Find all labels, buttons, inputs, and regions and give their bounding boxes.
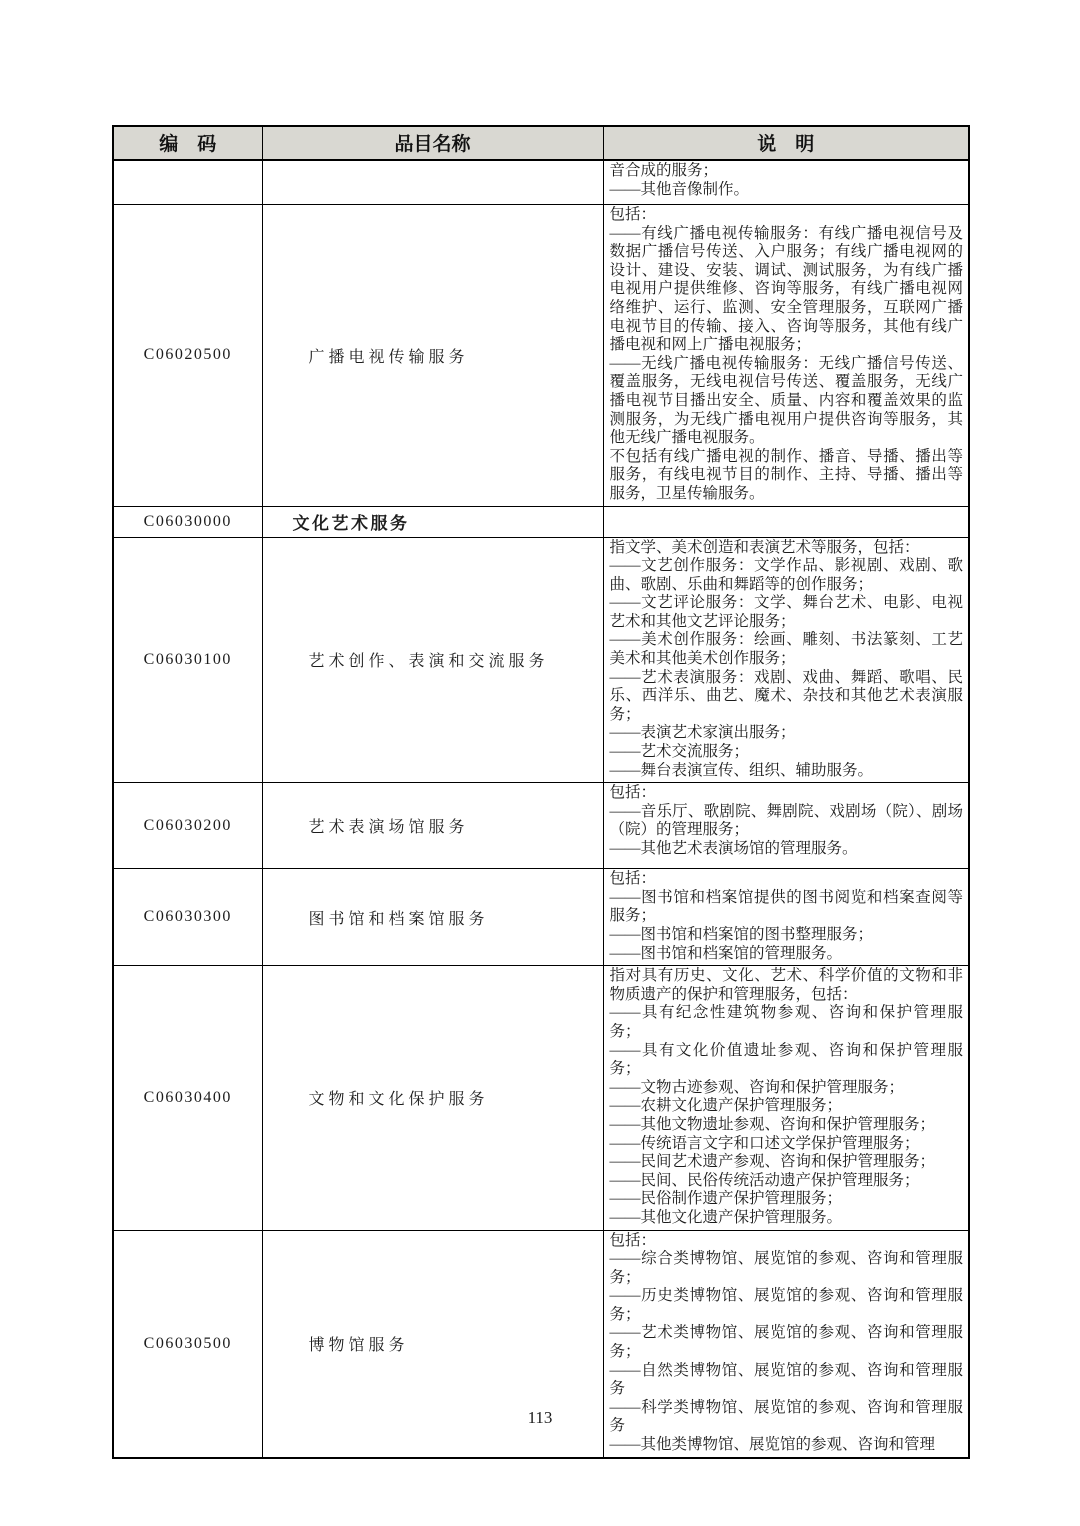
description-line: ——舞台表演宣传、组织、辅助服务。 (609, 761, 874, 779)
name-cell: 文化艺术服务 (262, 506, 603, 537)
description-line: ——历史类博物馆、展览馆的参观、咨询和管理服务； (609, 1287, 963, 1323)
table-row (113, 783, 969, 869)
column-header-description: 说 明 (603, 126, 969, 160)
description-line: 指文学、美术创造和表演艺术等服务，包括： (609, 538, 920, 556)
description-line: ——其他文化遗产保护管理服务。 (609, 1208, 843, 1226)
name-cell: 艺术创作、表演和交流服务 (262, 537, 603, 783)
description-cell (603, 537, 969, 783)
description-line: ——其他音像制作。 (609, 180, 750, 198)
description-line: ——其他文物遗址参观、咨询和保护管理服务； (609, 1115, 936, 1133)
code-cell: C06030000 (113, 506, 262, 537)
description-line: ——自然类博物馆、展览馆的参观、咨询和管理服务 (609, 1361, 963, 1398)
name-cell: 文物和文化保护服务 (262, 966, 603, 1230)
code-cell: C06030200 (113, 783, 262, 869)
classification-table (112, 125, 970, 1459)
description-line: ——民间、民俗传统活动遗产保护管理服务； (609, 1171, 920, 1189)
description-line: ——具有文化价值遗址参观、咨询和保护管理服务； (609, 1041, 963, 1078)
description-line: ——表演艺术家演出服务； (609, 724, 796, 742)
table-row (113, 506, 969, 537)
name-cell: 艺术表演场馆服务 (262, 783, 603, 869)
description-line: 包括： (609, 206, 657, 223)
description-cell (603, 783, 969, 869)
description-cell (603, 160, 969, 205)
description-cell (603, 966, 969, 1230)
description-line: 指对具有历史、文化、艺术、科学价值的文物和非物质遗产的保护和管理服务，包括： (609, 967, 963, 1003)
column-header-code: 编 码 (113, 126, 262, 160)
code-cell: C06030100 (113, 537, 262, 783)
table-row (113, 537, 969, 783)
name-cell (262, 160, 603, 205)
table-row (113, 205, 969, 507)
description-line: 音合成的服务； (609, 162, 719, 179)
description-line: ——有线广播电视传输服务：有线广播电视信号及数据广播信号传送、入户服务；有线广播电视网的设计、建设、安装、调试、测试服务，为有线广播电视用户提供维修、咨询等服务，有线广播电视网络维护、运行、监测、安全管理服务，互联网广播电视节目的传输、接入、咨询等服务，其他有线广播电视和网上广播电视服务； (609, 224, 963, 354)
description-line: ——美术创作服务：绘画、雕刻、书法篆刻、工艺美术和其他美术创作服务； (609, 631, 963, 668)
description-line: ——民间艺术遗产参观、咨询和保护管理服务； (609, 1153, 936, 1171)
description-cell (603, 205, 969, 507)
description-line: ——文艺评论服务：文学、舞台艺术、电影、电视艺术和其他文艺评论服务； (609, 594, 963, 630)
description-line: 包括： (609, 1231, 657, 1249)
code-cell: C06030400 (113, 966, 262, 1230)
code-cell: C06030500 (113, 1230, 262, 1458)
name-cell: 图书馆和档案馆服务 (262, 869, 603, 966)
name-cell: 广播电视传输服务 (262, 205, 603, 507)
description-line: ——文艺创作服务：文学作品、影视剧、戏剧、歌曲、歌剧、乐曲和舞蹈等的创作服务； (609, 557, 963, 593)
description-cell (603, 869, 969, 966)
code-cell (113, 160, 262, 205)
name-cell: 博物馆服务 (262, 1230, 603, 1458)
column-header-name: 品目名称 (262, 126, 603, 160)
description-line: ——无线广播电视传输服务：无线广播信号传送、覆盖服务，无线电视信号传送、覆盖服务，无线广播电视节目播出安全、质量、内容和覆盖效果的监测服务，为无线广播电视用户提供咨询等服务，其他无线广播电视服务。 (609, 354, 963, 447)
table-header-row (113, 126, 969, 160)
description-line: ——综合类博物馆、展览馆的参观、咨询和管理服务； (609, 1250, 963, 1286)
description-line: 不包括有线广播电视的制作、播音、导播、播出等服务，有线电视节目的制作、主持、导播、播出等服务，卫星传输服务。 (609, 447, 963, 502)
code-cell: C06020500 (113, 205, 262, 507)
description-line: ——艺术表演服务：戏剧、戏曲、舞蹈、歌唱、民乐、西洋乐、曲艺、魔术、杂技和其他艺术表演服务； (609, 668, 963, 723)
table-row (113, 160, 969, 205)
description-line: 包括： (609, 784, 657, 802)
description-line: ——图书馆和档案馆的图书整理服务； (609, 926, 874, 943)
description-line: ——文物古迹参观、咨询和保护管理服务； (609, 1078, 905, 1096)
description-line: ——其他艺术表演场馆的管理服务。 (609, 840, 858, 857)
page-number: 113 (527, 1408, 553, 1427)
description-line: ——音乐厅、歌剧院、舞剧院、戏剧场（院）、剧场（院）的管理服务； (609, 802, 963, 839)
description-line: ——其他类博物馆、展览馆的参观、咨询和管理 (609, 1436, 936, 1454)
table-row (113, 966, 969, 1230)
code-cell: C06030300 (113, 869, 262, 966)
description-cell (603, 506, 969, 537)
description-line: ——科学类博物馆、展览馆的参观、咨询和管理服务 (609, 1398, 963, 1435)
description-line: ——农耕文化遗产保护管理服务； (609, 1097, 843, 1115)
table-row (113, 869, 969, 966)
description-line: ——图书馆和档案馆提供的图书阅览和档案查阅等服务； (609, 888, 963, 925)
description-line: 包括： (609, 870, 657, 888)
description-line: ——具有纪念性建筑物参观、咨询和保护管理服务； (609, 1004, 963, 1040)
description-line: ——艺术类博物馆、展览馆的参观、咨询和管理服务； (609, 1324, 963, 1361)
description-line: ——传统语言文字和口述文学保护管理服务； (609, 1134, 920, 1152)
description-line: ——民俗制作遗产保护管理服务； (609, 1190, 843, 1208)
description-line: ——艺术交流服务； (609, 743, 750, 761)
description-line: ——图书馆和档案馆的管理服务。 (609, 944, 843, 962)
